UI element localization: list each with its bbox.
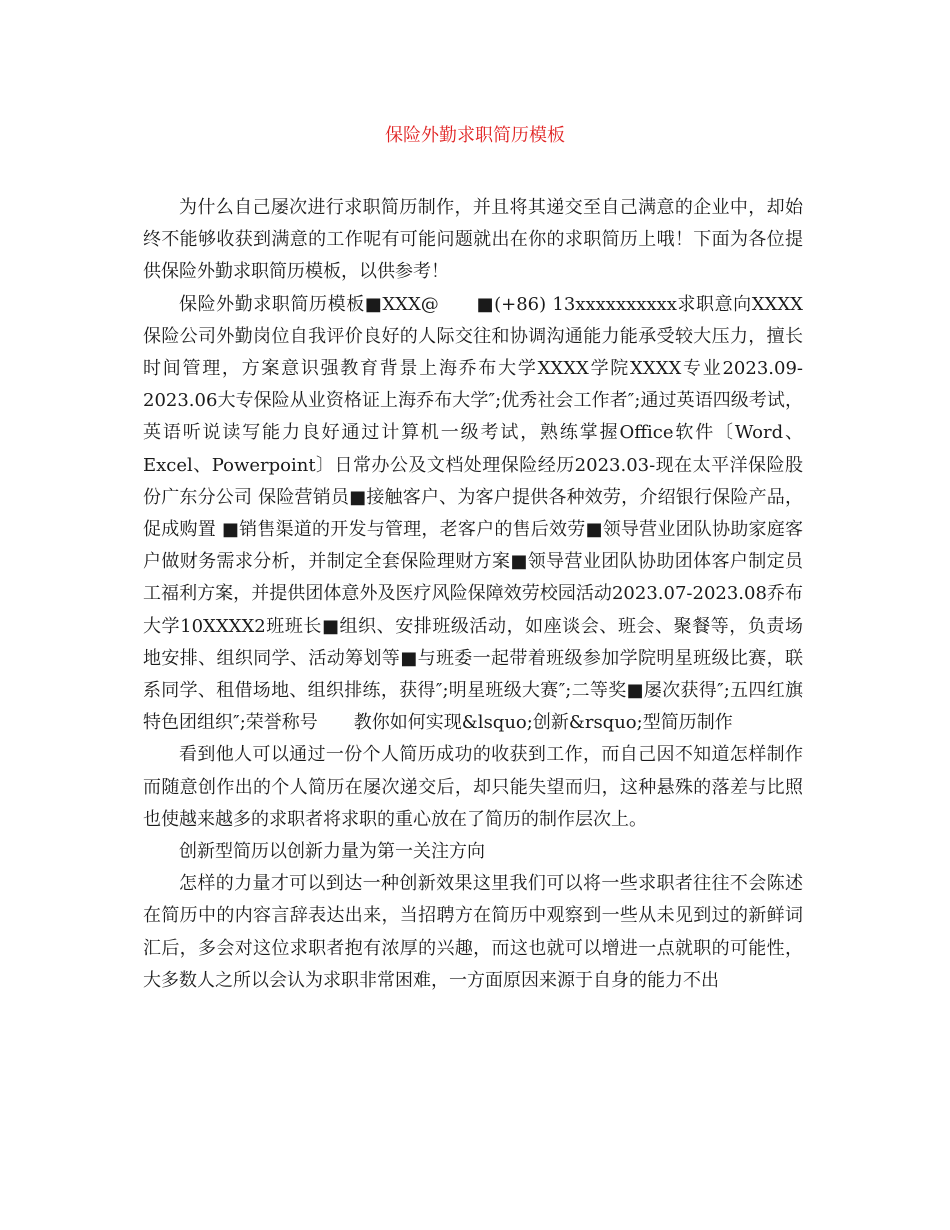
document-title: 保险外勤求职简历模板 [385, 125, 565, 146]
paragraph-innovation: 怎样的力量才可以到达一种创新效果这里我们可以将一些求职者往往不会陈述在简历中的内容言辞表达出来，当招聘方在简历中观察到一些从未见到过的新鲜词汇后，多会对这位求职者抱有浓厚的兴趣，而这也就可以增进一点就职的可能性，大多数人之所以会认为求职非常困难，一方面原因来源于自身的能力不出 [143, 873, 803, 991]
paragraph-resume-template: 保险外勤求职简历模板■XXX@ ■(+86) 13xxxxxxxxxx求职意向XXXX保险公司外勤岗位自我评价良好的人际交往和协调沟通能力能承受较大压力，擅长时间管理，方案意识强教育背景上海乔布大学XXXX学院XXXX专业2023.09-2023.06大专保险从业资格证上海乔布大学″;优秀社会工作者″;通过英语四级考试，英语听说读写能力良好通过计算机一级考试，熟练掌握Office软件〔Word、Excel、Powerpoint〕日常办公及文档处理保险经历2023.03-现在太平洋保险股份广东分公司 保险营销员■接触客户、为客户提供各种效劳，介绍银行保险产品，促成购置 ■销售渠道的开发与管理，老客户的售后效劳■领导营业团队协助家庭客户做财务需求分析，并制定全套保险理财方案■领导营业团队协助团体客户制定员工福利方案，并提供团体意外及医疗风险保障效劳校园活动2023.07-2023.08乔布大学10XXXX2班班长■组织、安排班级活动，如座谈会、班会、聚餐等，负责场地安排、组织同学、活动筹划等■与班委一起带着班级参加学院明星班级比赛，联系同学、租借场地、组织排练，获得″;明星班级大赛″;二等奖■屡次获得″;五四红旗特色团组织″;荣誉称号 教你如何实现&lsquo;创新&rsquo;型简历制作 [143, 293, 803, 734]
paragraph-subheading: 创新型简历以创新力量为第一关注方向 [179, 841, 485, 863]
paragraph-observation: 看到他人可以通过一份个人简历成功的收获到工作，而自己因不知道怎样制作而随意创作出的个人简历在屡次递交后，却只能失望而归，这种悬殊的落差与比照也使越来越多的求职者将求职的重心放在了简历的制作层次上。 [143, 744, 803, 830]
document-body [143, 192, 803, 997]
paragraph-intro: 为什么自己屡次进行求职简历制作，并且将其递交至自己满意的企业中，却始终不能够收获到满意的工作呢有可能问题就出在你的求职简历上哦！下面为各位提供保险外勤求职简历模板，以供参考！ [143, 197, 803, 283]
